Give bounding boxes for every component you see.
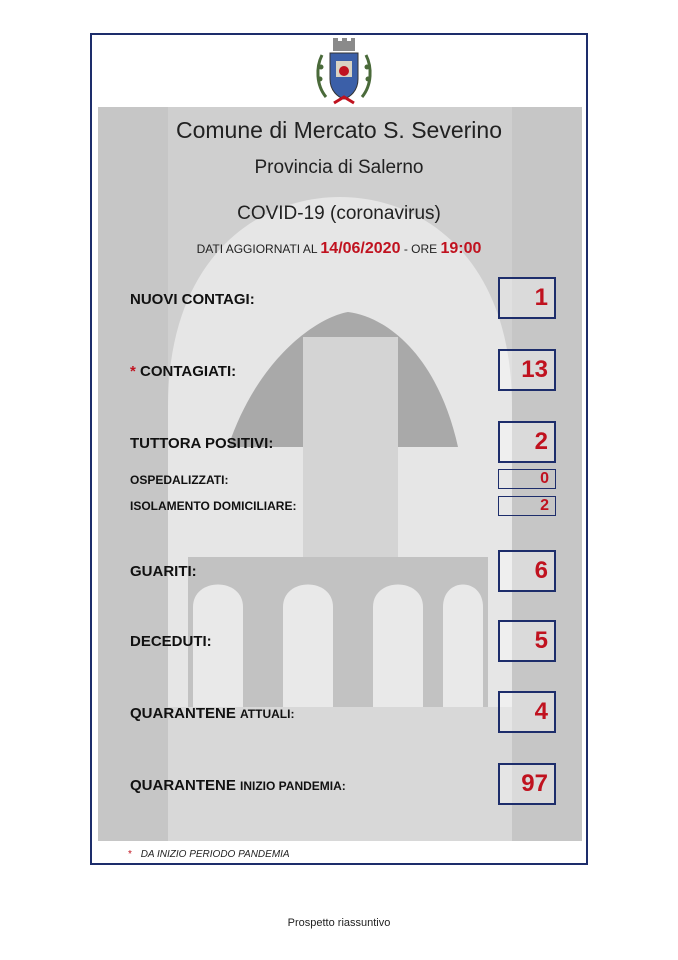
quarantene-attuali-label bbox=[130, 705, 294, 722]
guariti-label: GUARITI: bbox=[130, 563, 197, 580]
provincia-subtitle: Provincia di Salerno bbox=[254, 157, 424, 178]
update-date: 14/06/2020 bbox=[320, 240, 401, 257]
nuovi-contagi-label: NUOVI CONTAGI: bbox=[130, 291, 255, 308]
footnote-text: DA INIZIO PERIODO PANDEMIA bbox=[140, 849, 290, 860]
update-prefix: DATI AGGIORNATI AL bbox=[196, 242, 318, 256]
tuttora-positivi-label: TUTTORA POSITIVI: bbox=[130, 435, 274, 452]
deceduti-value: 5 bbox=[498, 620, 556, 662]
contagiati-label: CONTAGIATI: bbox=[140, 363, 237, 380]
quarantene-attuali-value: 4 bbox=[498, 691, 556, 733]
guariti-value: 6 bbox=[498, 550, 556, 592]
quarantene-attuali-sub: ATTUALI: bbox=[240, 707, 295, 721]
quarantene-inizio-sub: INIZIO PANDEMIA: bbox=[240, 779, 346, 793]
municipal-crest-icon bbox=[312, 37, 376, 111]
deceduti-label: DECEDUTI: bbox=[130, 633, 212, 650]
covid-heading: COVID-19 (coronavirus) bbox=[237, 203, 441, 224]
quarantene-inizio-label bbox=[130, 777, 346, 794]
update-ore: - ORE bbox=[403, 242, 438, 256]
quarantene-inizio-value: 97 bbox=[498, 763, 556, 805]
comune-title: Comune di Mercato S. Severino bbox=[176, 117, 502, 143]
ospedalizzati-label: OSPEDALIZZATI: bbox=[130, 473, 229, 487]
footnote bbox=[128, 849, 290, 860]
isolamento-label: ISOLAMENTO DOMICILIARE: bbox=[130, 499, 297, 513]
nuovi-contagi-value: 1 bbox=[498, 277, 556, 319]
update-line bbox=[92, 240, 586, 258]
update-time: 19:00 bbox=[440, 240, 482, 257]
quarantene-attuali-main: QUARANTENE bbox=[130, 705, 236, 722]
isolamento-value: 2 bbox=[498, 496, 556, 516]
page-caption: Prospetto riassuntivo bbox=[287, 917, 391, 929]
contagiati-label-row bbox=[130, 363, 236, 380]
footnote-asterisk: * bbox=[128, 849, 132, 860]
asterisk-mark: * bbox=[130, 363, 136, 380]
quarantene-inizio-main: QUARANTENE bbox=[130, 777, 236, 794]
contagiati-value: 13 bbox=[498, 349, 556, 391]
bulletin-frame bbox=[90, 33, 588, 865]
tuttora-positivi-value: 2 bbox=[498, 421, 556, 463]
ospedalizzati-value: 0 bbox=[498, 469, 556, 489]
